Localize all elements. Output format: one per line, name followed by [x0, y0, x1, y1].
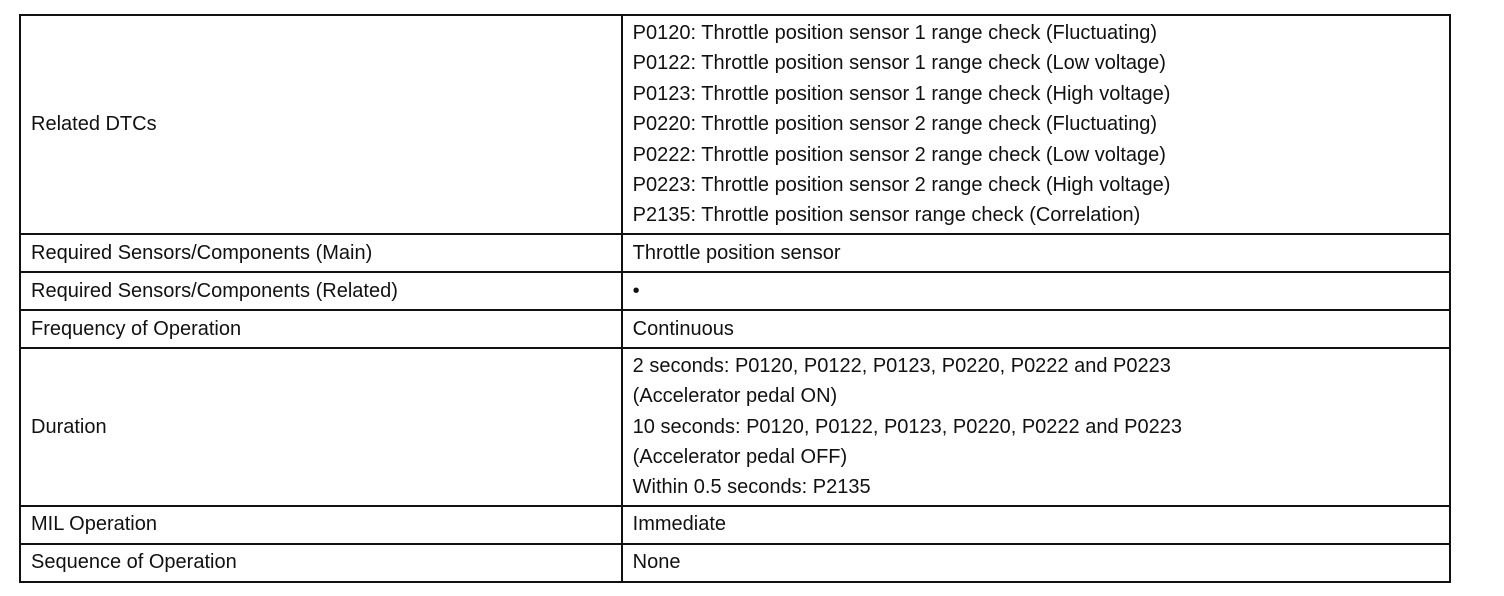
row-label: Sequence of Operation	[20, 544, 622, 582]
table-row-sequence	[20, 544, 1450, 582]
row-value: Immediate	[622, 506, 1450, 544]
dtc-line: P0123: Throttle position sensor 1 range check (High voltage)	[632, 82, 1171, 105]
duration-line: (Accelerator pedal ON)	[632, 385, 838, 408]
row-label: Required Sensors/Components (Main)	[20, 234, 622, 272]
duration-line: Within 0.5 seconds: P2135	[632, 476, 871, 499]
monitor-strategy-table	[19, 14, 1451, 583]
duration-line: (Accelerator pedal OFF)	[632, 445, 848, 468]
row-value: None	[622, 544, 1450, 582]
dtc-line: P0223: Throttle position sensor 2 range check (High voltage)	[632, 173, 1171, 196]
row-value: •	[622, 272, 1450, 310]
table-row-frequency	[20, 310, 1450, 348]
table-row-required-main	[20, 234, 1450, 272]
duration-line: 10 seconds: P0120, P0122, P0123, P0220, P0222 and P0223	[632, 415, 1182, 438]
row-label: Frequency of Operation	[20, 310, 622, 348]
dtc-line: P0220: Throttle position sensor 2 range check (Fluctuating)	[632, 113, 1158, 136]
row-label: Required Sensors/Components (Related)	[20, 272, 622, 310]
table-row-duration	[20, 348, 1450, 506]
dtc-line: P2135: Throttle position sensor range check (Correlation)	[632, 204, 1141, 227]
row-value	[622, 15, 1450, 234]
row-value: Throttle position sensor	[622, 234, 1450, 272]
row-label: Duration	[20, 348, 622, 506]
row-value: Continuous	[622, 310, 1450, 348]
table-row-mil-operation	[20, 506, 1450, 544]
duration-line: 2 seconds: P0120, P0122, P0123, P0220, P0222 and P0223	[632, 354, 1171, 377]
table-row-related-dtcs	[20, 15, 1450, 234]
row-label: MIL Operation	[20, 506, 622, 544]
table-row-required-related	[20, 272, 1450, 310]
dtc-line: P0122: Throttle position sensor 1 range check (Low voltage)	[632, 52, 1166, 75]
dtc-line: P0222: Throttle position sensor 2 range check (Low voltage)	[632, 143, 1166, 166]
row-value	[622, 348, 1450, 506]
row-label: Related DTCs	[20, 15, 622, 234]
dtc-line: P0120: Throttle position sensor 1 range check (Fluctuating)	[632, 22, 1158, 44]
